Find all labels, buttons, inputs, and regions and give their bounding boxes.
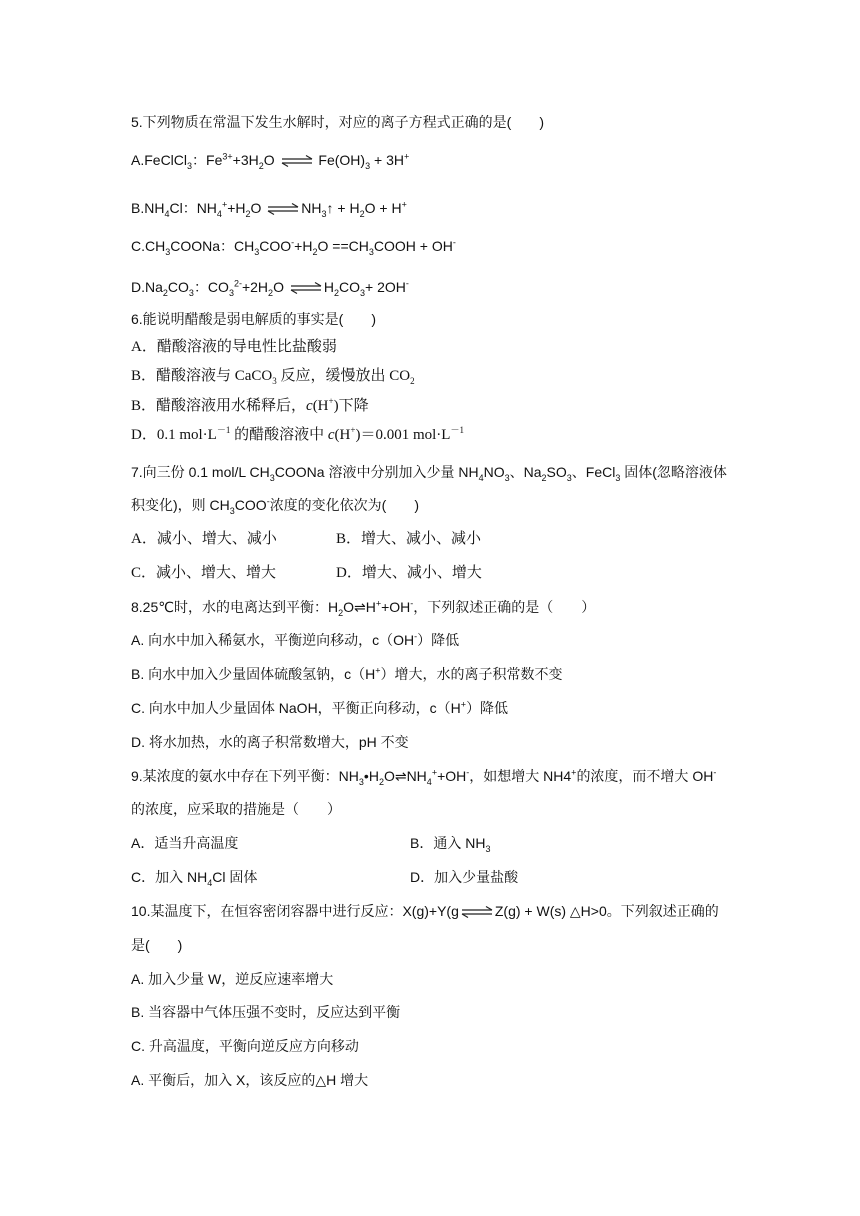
equilibrium-arrow-icon (266, 202, 300, 216)
q6-option-b: B．醋酸溶液与 CaCO$_3$ 反应，缓慢放出 $CO_2$ (131, 368, 415, 386)
q7-stem-line2: 积变化)，则 $CH_3COO^-$浓度的变化依次为( ) (131, 496, 420, 516)
equilibrium-arrow-icon (460, 905, 494, 919)
q8-option-b: B. 向水中加入少量固体硫酸氢钠，c（H+）增大，水的离子积常数不变 (131, 665, 563, 682)
q6-stem: 6.能说明醋酸是弱电解质的事实是( ) (131, 311, 376, 327)
q7-option-b: B．增大、减小、减小 (336, 531, 482, 547)
q7-option-c: C．减小、增大、增大 (131, 565, 277, 581)
q9-option-c: C．加入 $NH_4Cl$ 固体 (131, 869, 258, 888)
q9-stem-line2: 的浓度，应采取的措施是（ ） (131, 801, 341, 817)
q10-option-b: B. 当容器中气体压强不变时，反应达到平衡 (131, 1004, 401, 1020)
q10-stem-line2: 是( ) (131, 937, 183, 953)
q7-stem-line1: 7.向三份 0.1 mol/L $CH_3COONa$ 溶液中分别加入少量 $NH_4NO_3$、$Na_2SO_3$、FeCl$_3$ 固体(忽略溶液体 (131, 464, 727, 483)
q8-option-a: A. 向水中加入稀氨水，平衡逆向移动，c（OH-）降低 (131, 631, 460, 648)
q5-option-c: $C.CH_3COONa$：$CH_3COO^-+H_2O$ $==CH_3COOH + OH^-$ (131, 237, 456, 257)
q10-option-d: A. 平衡后，加入 X，该反应的△H 增大 (131, 1072, 369, 1088)
q8-stem: 8.25℃时，水的电离达到平衡：$H_2O\rightleftharpoons H^++OH^-$，下列叙述正确的是（ ） (131, 598, 596, 618)
q6-option-a: A．醋酸溶液的导电性比盐酸弱 (131, 339, 337, 355)
q5-option-b: $B.NH_4Cl$：$NH_4^++H_2O$ $NH_3↑ + H_2O + H^+$ (131, 199, 407, 219)
equilibrium-arrow-icon (289, 281, 323, 295)
q6-option-c: B．醋酸溶液用水稀释后，c(H+)下降 (131, 396, 369, 414)
q5-option-d: $D.Na_2CO_3$：$CO_3^{2-}+2H_2O$ $H_2CO_3+ 2OH^-$ (131, 278, 409, 298)
q6-option-d: D．0.1 $mol\cdot L^{-1}$ 的醋酸溶液中 c(H+)＝0.001 $mol\cdot L^{-1}$ (131, 425, 464, 443)
equilibrium-arrow-icon (280, 154, 314, 168)
q5-stem: 5.下列物质在常温下发生水解时，对应的离子方程式正确的是( ) (131, 114, 544, 130)
q9-option-d: D．加入少量盐酸 (410, 869, 519, 885)
q10-option-c: C. 升高温度，平衡向逆反应方向移动 (131, 1038, 359, 1054)
q7-option-a: A．减小、增大、减小 (131, 531, 277, 547)
q9-stem-line1: 9.某浓度的氨水中存在下列平衡：$NH_3•H_2O\rightleftharpoons NH_4^++OH^-$，如想增大 NH4+的浓度，而不增大 OH- (131, 767, 717, 787)
q9-option-a: A．适当升高温度 (131, 835, 239, 851)
q7-option-d: D．增大、减小、增大 (336, 565, 482, 581)
q5-option-a: A.FeClCl$_3$：$Fe^{3+}+3H_2O$ $Fe(OH)_3 + 3H^+$ (131, 151, 410, 171)
q10-stem-line1: 10.某温度下，在恒容密闭容器中进行反应：X(g)+Y(g Z(g) + W(s) △H>0。下列叙述正确的 (131, 903, 719, 919)
q10-option-a: A. 加入少量 W，逆反应速率增大 (131, 971, 334, 987)
q8-option-c: C. 向水中加人少量固体 NaOH，平衡正向移动，c（H+）降低 (131, 699, 509, 716)
q8-option-d: D. 将水加热，水的离子积常数增大，pH 不变 (131, 734, 409, 750)
q9-option-b: B．通入 $NH_3$ (410, 835, 491, 854)
